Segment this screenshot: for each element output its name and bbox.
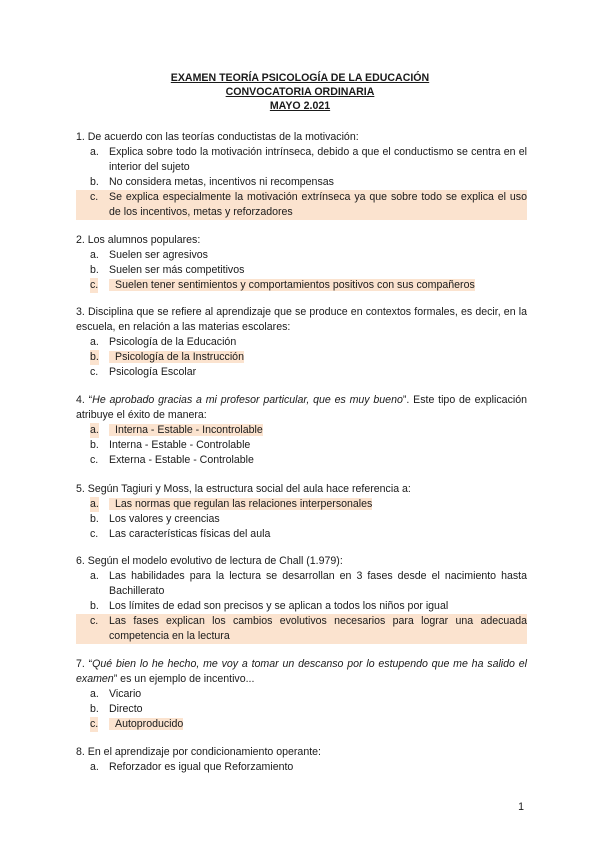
question-7 [76,657,527,732]
option-b: b. Los límites de edad son precisos y se aplican a todos los niños por igual [90,600,449,612]
option-b: b. No considera metas, incentivos ni recompensas [90,176,334,188]
question-stem: 4. “He aprobado gracias a mi profesor particular, que es muy bueno”. Este tipo de explicación atribuye el éxito de manera: [76,394,528,421]
option-a: a. Vicario [90,688,142,700]
option-a-correct: a. Las normas que regulan las relaciones interpersonales [90,498,373,510]
option-a: a. Suelen ser agresivos [90,249,208,261]
option-a-correct: a. Interna - Estable - Incontrolable [90,424,263,436]
exam-title: EXAMEN TEORÍA PSICOLOGÍA DE LA EDUCACIÓN [170,72,430,84]
question-1 [76,130,527,220]
option-c-correct: c. Se explica especialmente la motivación extrínseca ya que sobre todo se explica el uso de los incentivos, metas y reforzadores [76,190,527,220]
option-b-correct: b. Psicología de la Instrucción [90,351,244,363]
quoted-statement: He aprobado gracias a mi profesor particular, que es muy bueno [92,394,403,406]
option-b: b. Directo [90,703,143,715]
option-c: c. Las características físicas del aula [90,528,271,540]
option-b: b. Los valores y creencias [90,513,220,525]
exam-date: MAYO 2.021 [269,100,331,112]
option-a: a. Las habilidades para la lectura se desarrollan en 3 fases desde el nacimiento hasta Bachillerato [90,570,527,597]
option-a: a. Psicología de la Educación [90,336,237,348]
question-stem: 1. De acuerdo con las teorías conductistas de la motivación: [76,131,359,143]
question-4 [76,393,527,468]
question-stem: 3. Disciplina que se refiere al aprendizaje que se produce en contextos formales, es decir, en la escuela, en relación a las materias escolares: [76,306,527,333]
option-c-correct: c. Suelen tener sentimientos y comportamientos positivos con sus compañeros [90,279,475,291]
question-stem: 2. Los alumnos populares: [76,234,201,246]
option-c-correct: c. Autoproducido [90,718,184,730]
question-5 [76,482,527,542]
option-a: a. Explica sobre todo la motivación intrínseca, debido a que el conductismo se centra en el interior del sujeto [90,146,527,173]
exam-subtitle: CONVOCATORIA ORDINARIA [225,86,375,98]
question-stem: 8. En el aprendizaje por condicionamiento operante: [76,746,321,758]
question-stem: 6. Según el modelo evolutivo de lectura de Chall (1.979): [76,555,343,567]
page-number: 1 [518,801,524,813]
exam-header [0,71,600,113]
option-b: b. Interna - Estable - Controlable [90,439,251,451]
option-a: a. Reforzador es igual que Reforzamiento [90,761,294,773]
question-2 [76,233,527,293]
question-stem: 5. Según Tagiuri y Moss, la estructura social del aula hace referencia a: [76,483,411,495]
question-3 [76,305,527,380]
quoted-statement: Qué bien lo he hecho, me voy a tomar un descanso por lo estupendo que me ha salido el examen [76,658,527,685]
option-c-correct: c. Las fases explican los cambios evolutivos necesarios para lograr una adecuada competencia en la lectura [76,614,527,644]
option-c: c. Externa - Estable - Controlable [90,454,254,466]
question-stem: 7. “Qué bien lo he hecho, me voy a tomar un descanso por lo estupendo que me ha salido el examen” es un ejemplo de incentivo... [76,658,527,685]
option-b: b. Suelen ser más competitivos [90,264,245,276]
question-8 [76,745,527,775]
option-c: c. Psicología Escolar [90,366,197,378]
question-6 [76,554,527,644]
